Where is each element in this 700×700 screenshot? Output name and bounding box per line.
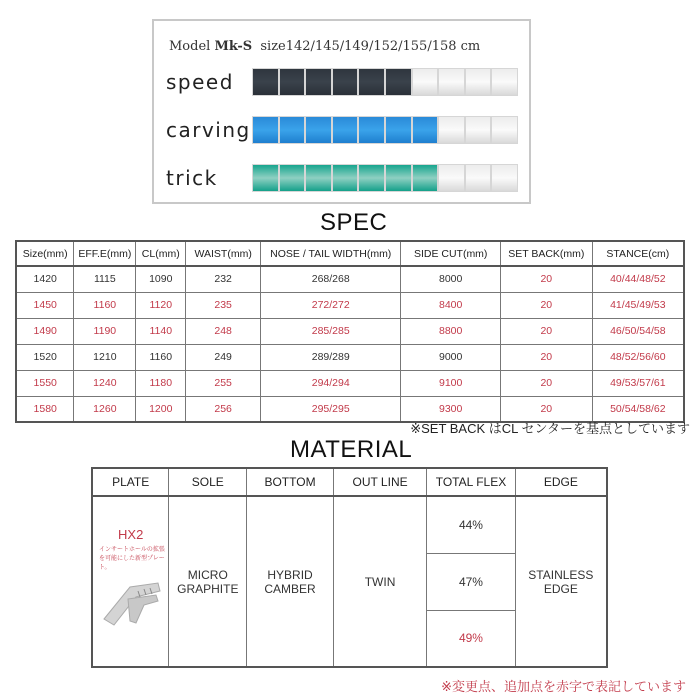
- rating-segment-filled: [386, 165, 411, 191]
- spec-header-cell: NOSE / TAIL WIDTH(mm): [261, 241, 401, 266]
- rating-segment-empty: [439, 69, 464, 95]
- rating-bar-trick: [252, 164, 518, 192]
- rating-segment-empty: [492, 165, 517, 191]
- material-header-cell: BOTTOM: [247, 468, 334, 496]
- flex-cell-2: 47%: [427, 553, 515, 610]
- rating-label: trick: [166, 166, 218, 190]
- spec-cell: 9100: [401, 370, 501, 396]
- model-name: Mk-S: [214, 39, 253, 54]
- spec-cell: 248: [186, 318, 261, 344]
- bottom-line-2: CAMBER: [264, 581, 316, 596]
- spec-cell: 1420: [16, 266, 74, 292]
- spec-cell: 1490: [16, 318, 74, 344]
- spec-cell: 232: [186, 266, 261, 292]
- rating-segment-filled: [306, 165, 331, 191]
- rating-segment-filled: [253, 69, 278, 95]
- spec-row: [16, 292, 684, 318]
- edge-line-2: EDGE: [543, 581, 578, 596]
- rating-segment-filled: [306, 69, 331, 95]
- rating-segment-filled: [333, 165, 358, 191]
- spec-cell: 1450: [16, 292, 74, 318]
- spec-cell: 50/54/58/62: [592, 396, 684, 422]
- spec-header-cell: EFF.E(mm): [74, 241, 136, 266]
- spec-cell: 20: [500, 396, 592, 422]
- spec-header-cell: Size(mm): [16, 241, 74, 266]
- spec-header-cell: SIDE CUT(mm): [401, 241, 501, 266]
- spec-cell: 1160: [136, 344, 186, 370]
- spec-header-cell: STANCE(cm): [592, 241, 684, 266]
- sole-line-2: GRAPHITE: [177, 581, 239, 596]
- rating-segment-filled: [333, 117, 358, 143]
- rating-row-carving: [166, 115, 518, 145]
- spec-cell: 8800: [401, 318, 501, 344]
- rating-segment-empty: [466, 165, 491, 191]
- plate-cell: [92, 496, 169, 667]
- rating-segment-empty: [439, 165, 464, 191]
- material-table: [91, 467, 608, 668]
- rating-row-trick: [166, 163, 518, 193]
- rating-segment-filled: [280, 165, 305, 191]
- rating-segment-filled: [333, 69, 358, 95]
- spec-row: [16, 318, 684, 344]
- rating-segment-filled: [386, 117, 411, 143]
- spec-cell: 256: [186, 396, 261, 422]
- spec-cell: 249: [186, 344, 261, 370]
- spec-cell: 295/295: [261, 396, 401, 422]
- spec-cell: 9300: [401, 396, 501, 422]
- rating-segment-filled: [280, 117, 305, 143]
- edge-cell: [515, 496, 607, 667]
- rating-segment-filled: [413, 117, 438, 143]
- sole-cell: [169, 496, 247, 667]
- rating-segment-filled: [306, 117, 331, 143]
- spec-cell: 1580: [16, 396, 74, 422]
- spec-cell: 1190: [74, 318, 136, 344]
- rating-segment-empty: [466, 117, 491, 143]
- rating-segment-filled: [253, 117, 278, 143]
- spec-cell: 46/50/54/58: [592, 318, 684, 344]
- spec-table: [15, 240, 685, 423]
- rating-label: carving: [166, 118, 251, 142]
- setback-note: ※SET BACK はCL センターを基点としています: [410, 421, 690, 436]
- model-prefix: Model: [169, 39, 211, 54]
- rating-segment-empty: [439, 117, 464, 143]
- spec-cell: 20: [500, 292, 592, 318]
- material-header-cell: PLATE: [92, 468, 169, 496]
- spec-cell: 268/268: [261, 266, 401, 292]
- spec-header-cell: CL(mm): [136, 241, 186, 266]
- rating-segment-filled: [280, 69, 305, 95]
- spec-title: SPEC: [320, 209, 388, 236]
- spec-cell: 285/285: [261, 318, 401, 344]
- rating-segment-filled: [413, 165, 438, 191]
- spec-cell: 272/272: [261, 292, 401, 318]
- spec-header-cell: WAIST(mm): [186, 241, 261, 266]
- spec-cell: 1240: [74, 370, 136, 396]
- bottom-cell: [247, 496, 334, 667]
- spec-cell: 1210: [74, 344, 136, 370]
- rating-bar-carving: [252, 116, 518, 144]
- red-text-note: ※変更点、追加点を赤字で表記しています: [441, 679, 686, 694]
- model-sizes: size142/145/149/152/155/158 cm: [260, 39, 481, 54]
- rating-segment-empty: [466, 69, 491, 95]
- spec-header-cell: SET BACK(mm): [500, 241, 592, 266]
- plate-description: インサートホールの拡張を可能にした新型プレート。: [99, 547, 165, 571]
- rating-panel: [152, 19, 531, 204]
- spec-cell: 20: [500, 318, 592, 344]
- rating-segment-empty: [492, 69, 517, 95]
- spec-cell: 289/289: [261, 344, 401, 370]
- spec-cell: 1260: [74, 396, 136, 422]
- spec-cell: 1115: [74, 266, 136, 292]
- rating-segment-filled: [359, 165, 384, 191]
- spec-cell: 48/52/56/60: [592, 344, 684, 370]
- flex-cell-1: 44%: [427, 496, 515, 553]
- spec-row: [16, 370, 684, 396]
- spec-cell: 255: [186, 370, 261, 396]
- spec-cell: 294/294: [261, 370, 401, 396]
- outline-cell: TWIN: [333, 496, 426, 667]
- model-line: [169, 39, 480, 54]
- flex-cell-3: 49%: [427, 610, 515, 667]
- spec-cell: 1090: [136, 266, 186, 292]
- plate-name: HX2: [118, 527, 144, 542]
- spec-cell: 1550: [16, 370, 74, 396]
- spec-cell: 49/53/57/61: [592, 370, 684, 396]
- rating-segment-filled: [359, 117, 384, 143]
- spec-row: [16, 266, 684, 292]
- material-header-row: [92, 468, 607, 496]
- spec-cell: 1520: [16, 344, 74, 370]
- spec-cell: 1200: [136, 396, 186, 422]
- material-header-cell: EDGE: [515, 468, 607, 496]
- spec-cell: 20: [500, 344, 592, 370]
- rating-segment-filled: [359, 69, 384, 95]
- rating-segment-empty: [492, 117, 517, 143]
- spec-row: [16, 344, 684, 370]
- spec-cell: 1180: [136, 370, 186, 396]
- bottom-line-1: HYBRID: [267, 567, 313, 582]
- rating-segment-filled: [386, 69, 411, 95]
- rating-bar-speed: [252, 68, 518, 96]
- rating-segment-filled: [253, 165, 278, 191]
- spec-cell: 235: [186, 292, 261, 318]
- material-header-cell: SOLE: [169, 468, 247, 496]
- material-header-cell: OUT LINE: [333, 468, 426, 496]
- rating-label: speed: [166, 70, 234, 94]
- spec-header-row: [16, 241, 684, 266]
- plate-image-icon: [100, 579, 162, 627]
- spec-cell: 20: [500, 266, 592, 292]
- spec-cell: 41/45/49/53: [592, 292, 684, 318]
- material-title: MATERIAL: [290, 436, 413, 463]
- rating-row-speed: [166, 67, 518, 97]
- spec-cell: 20: [500, 370, 592, 396]
- spec-cell: 9000: [401, 344, 501, 370]
- sole-line-1: MICRO: [187, 567, 228, 582]
- spec-cell: 1120: [136, 292, 186, 318]
- spec-cell: 8400: [401, 292, 501, 318]
- spec-cell: 1160: [74, 292, 136, 318]
- spec-cell: 1140: [136, 318, 186, 344]
- spec-cell: 40/44/48/52: [592, 266, 684, 292]
- material-header-cell: TOTAL FLEX: [427, 468, 515, 496]
- rating-segment-empty: [413, 69, 438, 95]
- spec-cell: 8000: [401, 266, 501, 292]
- edge-line-1: STAINLESS: [528, 567, 594, 582]
